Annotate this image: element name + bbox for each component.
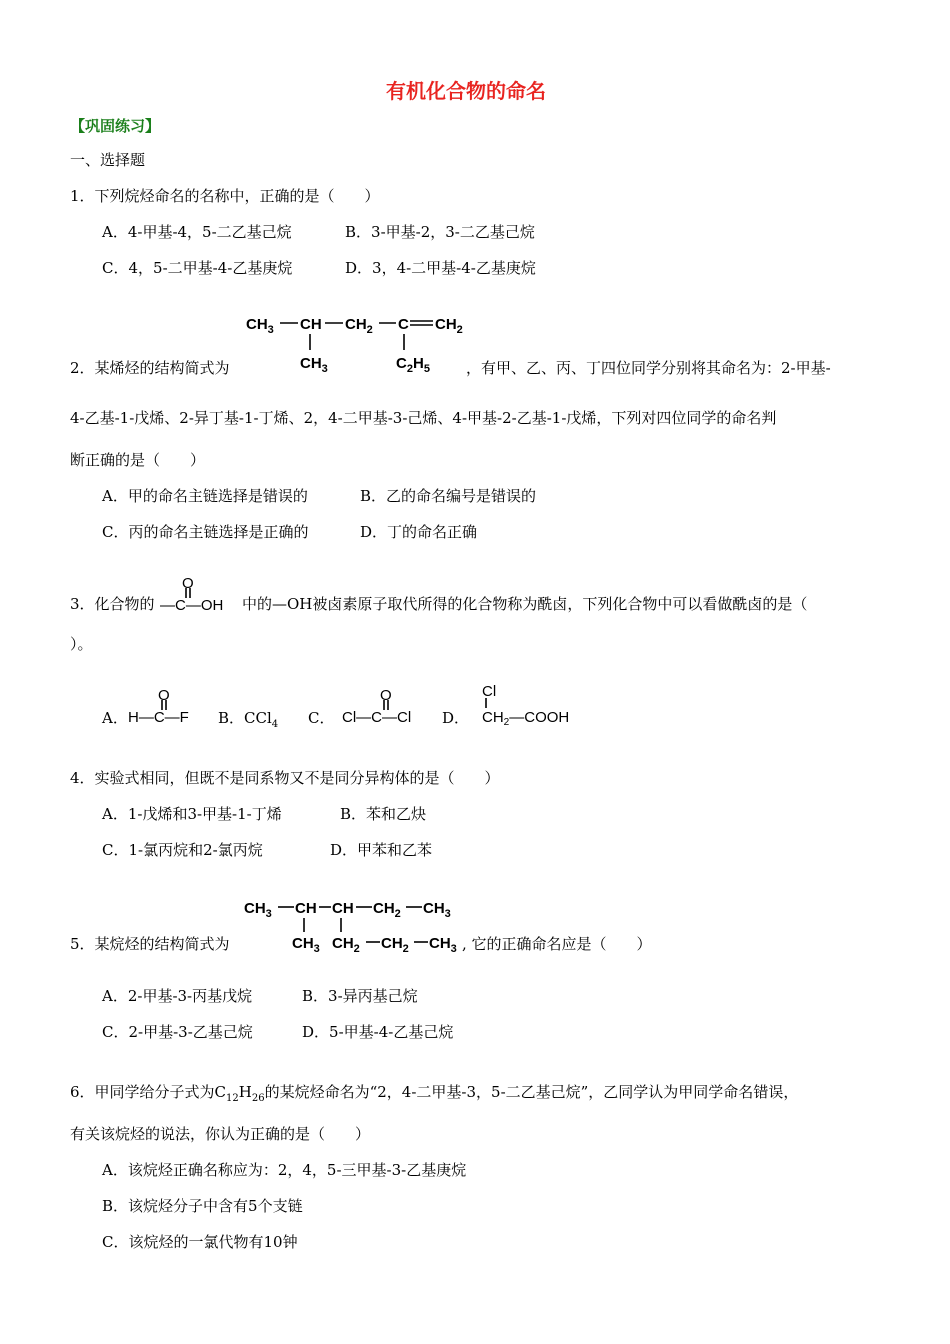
q2-option-b: B．乙的命名编号是错误的: [360, 487, 537, 505]
q3-option-c-formula: [342, 684, 432, 728]
q6-stem: [70, 1082, 798, 1109]
q3-option-b-text: B．CCl: [218, 709, 272, 727]
q3-option-c-label: C．: [308, 709, 335, 727]
q6-stem-b: 的某烷烃命名为“2，4-二甲基-3，5-二乙基己烷”，乙同学认为甲同学命名错误，: [264, 1083, 799, 1101]
q2-stem-line2: 4-乙基-1-戊烯、2-异丁基-1-丁烯、2，4-二甲基-3-己烯、4-甲基-2-乙基-1-戊烯，下列对四位同学的命名判: [70, 409, 777, 427]
q5-ch2: $CH_2$: [373, 900, 401, 920]
q5-option-a: A．2-甲基-3-丙基戊烷: [102, 987, 253, 1005]
q2-option-a: A．甲的命名主链选择是错误的: [102, 487, 308, 505]
q2-stem-start: 2．某烯烃的结构简式为: [70, 359, 230, 377]
q3-carboxyl-text: —C—OH: [160, 597, 224, 614]
q3-carbonyl-oxygen: O: [182, 575, 194, 592]
q6-stem-a: 6．甲同学给分子式为C: [70, 1083, 227, 1101]
q1-option-a: A．4-甲基-4，5-二乙基己烷: [102, 223, 292, 241]
q5-branch-ch2-1: $CH_2$: [332, 935, 360, 955]
q5-ch-2: CH: [332, 900, 354, 917]
q2-structure-formula: [246, 310, 476, 378]
q1-option-c: C．4，5-二甲基-4-乙基庚烷: [102, 259, 293, 277]
q3-a-oxygen: O: [158, 687, 170, 704]
q3-option-a-formula: [128, 684, 208, 728]
q1-option-b: B．3-甲基-2，3-二乙基己烷: [345, 223, 535, 241]
q6-option-c: C．该烷烃的一氯代物有10钟: [102, 1233, 298, 1251]
q5-option-b: B．3-异丙基己烷: [302, 987, 418, 1005]
q6-option-a: A．该烷烃正确名称应为：2，4，5-三甲基-3-乙基庚烷: [102, 1161, 467, 1179]
q5-branch-ch3-end: $CH_3$: [429, 935, 457, 955]
q5-branch-ch3: $CH_3$: [292, 935, 320, 955]
q6-option-b: B．该烷烃分子中含有5个支链: [102, 1197, 303, 1215]
q6-sub-h: 26: [251, 1093, 265, 1104]
q6-stem-h: H: [238, 1083, 252, 1101]
q5-branch-ch2-2: $CH_2$: [381, 935, 409, 955]
q3-a-text: H—C—F: [128, 709, 189, 726]
q3-option-d-formula: [480, 680, 590, 728]
q2-c: C: [398, 316, 409, 333]
q2-branch-c2h5: $C_2H_5$: [396, 355, 430, 375]
q4-option-c: C．1-氯丙烷和2-氯丙烷: [102, 841, 263, 859]
q5-ch-1: CH: [295, 900, 317, 917]
q5-option-c: C．2-甲基-3-乙基己烷: [102, 1023, 253, 1041]
q5-stem-end: , 它的正确命名应是（ ）: [462, 935, 652, 953]
q5-option-d: D．5-甲基-4-乙基己烷: [302, 1023, 454, 1041]
q3-stem-start: 3．化合物的: [70, 595, 155, 613]
q3-option-a-label: A．: [102, 709, 128, 727]
q5-ch3-2: $CH_3$: [423, 900, 451, 920]
part-heading: 一、选择题: [70, 151, 146, 169]
q2-ch: CH: [300, 316, 322, 333]
q2-ch3: $CH_3$: [246, 316, 274, 336]
q2-branch-ch3: $CH_3$: [300, 355, 328, 375]
q3-c-oxygen: O: [380, 687, 392, 704]
q6-sub-c: 12: [226, 1093, 239, 1104]
q1-option-d: D．3，4-二甲基-4-乙基庚烷: [345, 259, 536, 277]
q3-c-text: Cl—C—Cl: [342, 709, 412, 726]
q3-d-text: $CH_2—COOH$: [482, 709, 570, 728]
q4-option-d: D．甲苯和乙苯: [330, 841, 433, 859]
page-title: 有机化合物的命名: [386, 79, 546, 103]
q3-stem-line2: ）。: [70, 635, 93, 653]
q5-structure-formula: [244, 894, 474, 958]
section-heading: 【巩固练习】: [70, 117, 161, 135]
q2-option-c: C．丙的命名主链选择是正确的: [102, 523, 309, 541]
q6-stem-line2: 有关该烷烃的说法，你认为正确的是（ ）: [70, 1125, 371, 1143]
q4-option-b: B．苯和乙炔: [340, 805, 427, 823]
q2-stem-end: ，有甲、乙、丙、丁四位同学分别将其命名为：2-甲基-: [466, 359, 831, 377]
q3-option-b: [218, 708, 278, 735]
q5-ch3-1: $CH_3$: [244, 900, 272, 920]
q5-stem-start: 5．某烷烃的结构简式为: [70, 935, 230, 953]
q3-option-d-label: D．: [442, 709, 470, 727]
q2-stem-line3: 断正确的是（ ）: [70, 451, 206, 469]
q1-stem: 1．下列烷烃命名的名称中，正确的是（ ）: [70, 187, 380, 205]
q3-carboxyl-formula: [160, 572, 240, 616]
q4-option-a: A．1-戊烯和3-甲基-1-丁烯: [102, 805, 282, 823]
q4-stem: 4．实验式相同，但既不是同系物又不是同分异构体的是（ ）: [70, 769, 500, 787]
q2-ch2-end: $CH_2$: [435, 316, 463, 336]
q2-option-d: D．丁的命名正确: [360, 523, 478, 541]
q2-ch2: $CH_2$: [345, 316, 373, 336]
q3-stem-end: 中的—OH被卤素原子取代所得的化合物称为酰卤，下列化合物中可以看做酰卤的是（: [242, 595, 808, 613]
q3-d-chlorine: Cl: [482, 683, 497, 700]
q3-option-b-sub: 4: [271, 719, 279, 730]
